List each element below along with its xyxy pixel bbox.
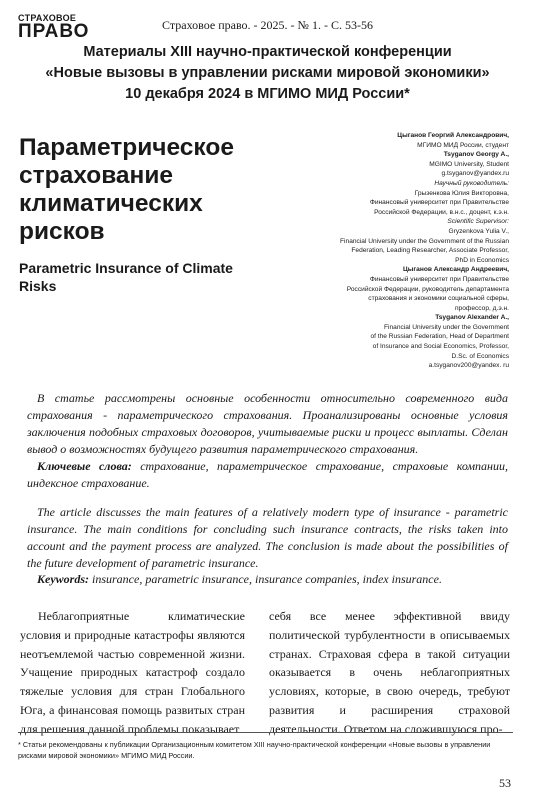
author-line: Российской Федерации, в.н.с., доцент, к.э.н. [374,208,509,216]
body-column-right: себя все менее эффективной ввиду политической турбулентности в описываемых странах. Страховая сфера в такой ситуации оказывается в очень неблагоприятных условиях, которые, в свою очередь, требуют развития и расширения страховой деятельности. Ответом на сложившуюся про- [269,609,510,736]
logo-line-1: СТРАХОВОЕ [18,13,77,23]
author-info [249,131,509,371]
conference-line-1: Материалы XIII научно-практической конференции [83,44,452,60]
article-title-ru: Параметрическое страхование климатических рисков [19,134,234,245]
author-line: Грызенкова Юлия Викторовна, [414,189,509,197]
footnote: * Статьи рекомендованы к публикации Организационным комитетом XIII научно-практической конференции «Новые вызовы в управлении рисками мировой экономики» МГИМО МИД России. [18,740,491,760]
author-line: Цыганов Александр Андреевич, [402,266,509,274]
author-line: Tsyganov Alexander A., [435,314,509,322]
author-line: Tsyganov Georgy A., [443,151,509,159]
author-line: Научный руководитель: [434,179,509,187]
author-line: Российской Федерации, руководитель департамента [346,285,509,293]
author-line: Gryzenkova Yulia V., [448,227,509,235]
author-line: D.Sc. of Economics [451,352,509,360]
author-line: g.tsyganov@yandex.ru [441,170,509,178]
author-line: of the Russian Federation, Head of Department [370,333,509,341]
author-line: a.tsyganov200@yandex. ru [428,362,509,370]
author-line: Финансовый университет при Правительстве [369,199,509,207]
keywords-en-text: insurance, parametric insurance, insurance companies, index insurance. [89,572,442,586]
conference-line-3: 10 декабря 2024 в МГИМО МИД России* [125,86,410,102]
author-line: Scientific Supervisor: [447,218,509,226]
conference-line-2: «Новые вызовы в управлении рисками мировой экономики» [45,65,490,81]
author-line: Цыганов Георгий Александрович, [397,132,509,139]
author-line: страхования и экономики социальной сферы, [368,295,509,303]
author-line: профессор, д.э.н. [454,304,509,312]
body-column-left: Неблагоприятные климатические условия и природные катастрофы являются неотъемлемой частью современной жизни. Учащение природных катастроф создало тяжелые условия для стран Глобального Юга, а финансовая помощь развитых стран для решения данной проблемы показывает [20,609,245,736]
abstract-en: The article discusses the main features of a relatively modern type of insurance - parametric insurance. The main conditions for concluding such insurance contracts, the risks taken into account and the payment process are analyzed. The conclusion is made about the possibilities of the future development of parametric insurance. [27,505,508,570]
author-line: Financial University under the Government of the Russian [340,237,509,245]
keywords-en [27,571,508,588]
author-line: Financial University under the Government [384,323,509,331]
article-title-en: Parametric Insurance of Climate Risks [19,260,233,294]
author-line: Federation, Leading Researcher, Associate Professor, [351,247,509,255]
keywords-ru [27,458,508,492]
author-line: Финансовый университет при Правительстве [369,275,509,283]
author-line: МГИМО МИД России, студент [417,141,509,149]
page-number: 53 [499,776,511,790]
conference-heading [20,42,515,105]
abstract-ru: В статье рассмотрены основные особенности относительно современного вида страхования - параметрического страхования. Проанализированы основные условия заключения подобных страховых договоров, учитываемые риски и процесс выплаты. Сделан вывод о возможностях будущего развития параметрического страхования. [27,391,508,456]
header-citation: Страховое право. - 2025. - № 1. - С. 53-56 [162,18,373,32]
keywords-ru-label: Ключевые слова: [37,459,132,473]
footnote-divider [18,732,513,733]
keywords-ru-text: страхование, параметрическое страхование, страховые компании, индексное страхование. [27,459,509,490]
keywords-en-label: Keywords: [37,572,89,586]
logo-line-2: ПРАВО [18,21,90,42]
author-line: PhD in Economics [455,256,509,264]
author-line: MGIMO University, Student [429,160,509,168]
author-line: of Insurance and Social Economics, Professor, [372,343,509,351]
